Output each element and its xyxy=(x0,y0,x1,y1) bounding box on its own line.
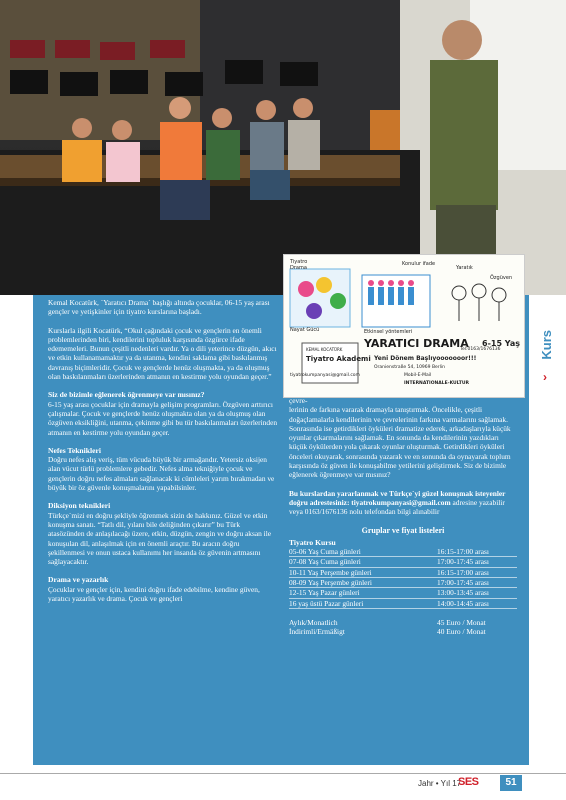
section-heading-diksiyon: Diksiyon teknikleri xyxy=(48,501,111,511)
flyer-etkinlik: Etkinsel yöntemleri xyxy=(364,329,413,335)
flyer-web: INTERNATIONALE-KULTUR xyxy=(404,381,469,386)
page-number: 51 xyxy=(500,775,522,791)
flyer-age: 6-15 Yaş xyxy=(482,339,521,348)
article-column-right xyxy=(289,396,517,637)
flyer-tiyatro: Tiyatro xyxy=(290,259,308,265)
ses-logo: SES xyxy=(458,776,479,788)
flyer-title: YARATICI DRAMA xyxy=(364,337,469,350)
schedule-time: 16:15-17:00 arası xyxy=(437,547,489,557)
hero-photo xyxy=(0,0,566,295)
schedule-group: 05-06 Yaş Cuma günleri xyxy=(289,547,361,557)
price-label: Aylık/Monatlich xyxy=(289,617,338,627)
price-row xyxy=(289,627,517,636)
schedule-table xyxy=(289,526,517,637)
schedule-group: 07-08 Yaş Cuma günleri xyxy=(289,557,361,567)
flyer-nayat: Nayat Gücü xyxy=(290,327,320,333)
schedule-time: 14:00-14:45 arası xyxy=(437,598,489,608)
schedule-row xyxy=(289,568,517,578)
section-heading-nefes: Nefes Teknikleri xyxy=(48,445,101,455)
classroom-photo-illustration xyxy=(0,0,566,295)
flyer-address: Oranienstraße 54, 10969 Berlin xyxy=(374,365,446,370)
flyer-new-term: Yeni Dönem Başlıyooooooor!!! xyxy=(374,355,477,362)
page-footer xyxy=(0,773,566,800)
quote-paragraph: Kurslarla ilgili Kocatürk, “Okul çağındaki çocuk ve gençlerin en önemli problemlerinden biri, kendilerini topluluk karşısında özgürce ifade edememeleri. Bunun çeşitli nedenleri vardır. Ya o dili yeterince düzgün, akıcı ve etkin kullanamamaktır ya da utanma, kendini saklama gibi baskılanmış davranış biçimleridir. Çocuk ve gençlerde henüz oluşmakta, ya da oluşmuş olan baskılanmaları üzerlerinden atmanın en kestirme yolu oyundan geçer.” xyxy=(48,325,277,382)
price-row xyxy=(289,618,517,627)
schedule-group: 16 yaş üstü Pazar günleri xyxy=(289,598,364,608)
footer-issue: Jahr • Yıl 17 xyxy=(418,779,462,788)
article-column-left xyxy=(48,298,278,612)
section-text-diksiyon: Türkçe`mizi en doğru şekliyle öğrenmek sizin de hakkınız. Güzel ve etkin konuşma sanatı. “Tatlı dil, yılanı bile deliğinden çıkarır” bu Türk atasözünden de anlaşılacağı üzere, etkin, düzgün, zengin ve doğru aksan ile konuşulan dil, anlaşılmak için en önemli araçtır. Bu aracın doğru şekillenmesi ve onun ustaca kullanımı her insanda öz güvenin artmasını sağlayacaktır. xyxy=(48,510,272,567)
contact-email[interactable]: tiyatrokumpanyasi@gmail.com xyxy=(351,497,451,507)
intro-paragraph: Kemal Kocatürk, `Yaratıcı Drama` başlığı altında çocuklar, 06-15 yaş arası gençler ve yetişkinler için tiyatro kurslarına başladı. xyxy=(48,298,270,317)
side-tab-label: Kurs xyxy=(539,330,554,360)
course-flyer xyxy=(283,254,525,398)
schedule-row xyxy=(289,557,517,567)
flyer-phone: Tel:0163/1676136 xyxy=(460,347,501,352)
section-text-nefes: Doğru nefes alış veriş, tüm vücuda büyük bir armağandır. Yetersiz oksijen alan vücut türlü problemlere gebedir. Nefes alma tekniğiyle çocuk ve gençlerin doğru nefes almaları sağlanacak ki cümleleri yarım bırakmadan ve büyük bir öz güvenle konuşmalarını yapabilsinler. xyxy=(48,455,275,493)
flyer-yaratik: Yaratık xyxy=(456,265,473,271)
schedule-row xyxy=(289,599,517,609)
schedule-row xyxy=(289,588,517,598)
flyer-academy: Tiyatro Akademi xyxy=(306,355,371,363)
price-label: İndirimli/Ermäßigt xyxy=(289,627,345,637)
flyer-academy-top: KEMAL KOCATÜRK xyxy=(306,347,343,352)
schedule-row xyxy=(289,547,517,557)
flyer-ozguven: Özgüven xyxy=(490,275,513,281)
contact-rest: adresine yazabilir veya 0163/1676136 nolu telefondan bilgi alınabilir xyxy=(289,497,505,517)
schedule-row xyxy=(289,578,517,588)
chevron-icon: › xyxy=(543,370,547,384)
price-value: 45 Euro / Monat xyxy=(437,617,486,627)
flyer-konulur: Konulur ifade xyxy=(402,261,436,267)
schedule-course: Tiyatro Kursu xyxy=(289,537,336,547)
schedule-time: 17:00-17:45 arası xyxy=(437,578,489,588)
contact-lead: Bu kurslardan yararlanmak ve Türkçe`yi güzel konuşmak isteyenler doğru adrestesiniz: xyxy=(289,488,506,507)
price-rows xyxy=(289,618,517,637)
schedule-group: 12-15 Yaş Pazar günleri xyxy=(289,588,360,598)
contact-paragraph xyxy=(289,489,517,517)
price-value: 40 Euro / Monat xyxy=(437,627,486,637)
schedule-group: 10-11 Yaş Perşembe günleri xyxy=(289,567,372,577)
schedule-rows xyxy=(289,547,517,609)
section-text-drama: Çocuklar ve gençler için, kendini doğru ifade edebilme, kendine güven, yaratıcı yazarlık ve drama. Çocuk ve gençleri xyxy=(48,584,260,604)
flyer-email: tiyatrokumpanyasi@gmail.com xyxy=(290,373,360,378)
schedule-time: 16:15-17:00 arası xyxy=(437,567,489,577)
schedule-group: 08-09 Yaş Perşembe günleri xyxy=(289,578,372,588)
footer-divider xyxy=(0,773,566,774)
flyer-drama: Drama xyxy=(290,265,307,271)
section-text-eglenerek: 6-15 yaş arası çocuklar için dramayla gelişim programları. Özgüven arttırıcı çalışmalar. Çocuk ve gençlerde henüz oluşmakta olan ya da oluşmuş olan özgüven eksikliğini, utanma, çekinme gibi bu tür baskılanmaları üzerlerinden atmanın en kestirme yolu oyundan geçer. xyxy=(48,399,278,437)
flyer-contact: Mobil-E-Mail xyxy=(404,373,432,378)
section-side-tab xyxy=(529,326,566,386)
continued-paragraph: çevre- lerinin de farkına vararak dramayla tanıştırmak. Öncelikle, çeşitli doğaçlamalarla kendilerinin ve çevrelerinin farkına varmalarını sağlamak. Sonrasında ise getirdikleri öyküleri dramatize ederek, arkadaşlarıyla küçük oyunlar çıkarmalarını sağlamak. En sonunda da kendilerinin yazdıkları küçük öykülerden yola çıkarak oyunlar oluşturmak. Getirdikleri öyküleri önceleri okuyarak, sonrasında yazarak ve en sonunda da oynayarak toplum karşısında öz güven ile konuşabilme yetilerini geliştirmek. Siz de bizimle eğlenerek öğrenmeye var mısınız? xyxy=(289,396,511,480)
schedule-time: 13:00-13:45 arası xyxy=(437,588,489,598)
schedule-title: Gruplar ve fiyat listeleri xyxy=(361,525,445,535)
section-heading-drama: Drama ve yazarlık xyxy=(48,575,109,585)
section-heading-eglenerek: Siz de bizimle eğlenerek öğrenmeye var mısınız? xyxy=(48,390,205,400)
schedule-time: 17:00-17:45 arası xyxy=(437,557,489,567)
